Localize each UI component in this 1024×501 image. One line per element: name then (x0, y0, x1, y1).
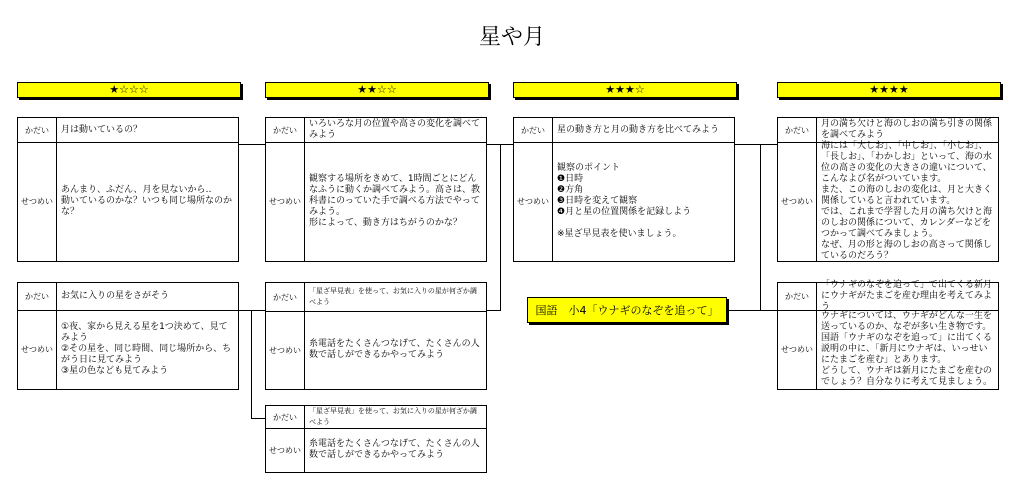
kadai-text: 「星ざ早見表」を使って、お気に入りの星が何ざか調べよう (309, 287, 477, 306)
kadai-text: お気に入りの星をさがそう (61, 291, 170, 301)
task-card-star-chart-2 (265, 405, 487, 473)
level-3-banner: ★★★☆ (513, 82, 737, 98)
setsumei-label: せつめい (18, 142, 57, 261)
setsumei-label: せつめい (266, 428, 305, 472)
connector-line (735, 144, 777, 145)
kadai-text: 月の満ち欠けと海のしおの満ち引きの関係を調べてみよう (821, 119, 993, 140)
level-1-banner: ★☆☆☆ (17, 82, 241, 98)
kadai-text: 月は動いているの？ (61, 124, 143, 135)
connector-line (725, 310, 777, 311)
japanese-lesson-note: 国語 小4「ウナギのなぞを追って」 (527, 297, 727, 323)
connector-line (760, 144, 761, 310)
task-card-moon-position (265, 117, 487, 262)
kadai-label: かだい (266, 406, 305, 428)
connector-line (239, 144, 265, 145)
setsumei-label: せつめい (778, 310, 817, 389)
setsumei-label: せつめい (514, 142, 553, 261)
setsumei-text: ウナギについては、ウナギがどんな一生を送っているのか、なぞが多い生き物です。国語「ウナギのなぞを追って」に出てくる説明の中に、「新月にウナギは、いっせいにたまごを産む」とあります。 どうして、ウナギは新月にたまごを産むのでしょう？自分なりに考えて見ましょう。 (821, 311, 993, 387)
task-card-moon-tide (777, 117, 999, 262)
connector-line (239, 310, 251, 311)
task-card-star-vs-moon (513, 117, 735, 262)
kadai-text: 星の動き方と月の動き方を比べてみよう (557, 124, 720, 135)
kadai-label: かだい (18, 283, 57, 310)
kadai-label: かだい (778, 283, 817, 310)
kadai-label: かだい (778, 118, 817, 142)
connector-line (251, 310, 265, 311)
connector-line (251, 310, 252, 418)
kadai-label: かだい (514, 118, 553, 142)
task-card-moon-moving (17, 117, 239, 262)
level-2-banner: ★★☆☆ (265, 82, 489, 98)
connector-line (251, 418, 265, 419)
setsumei-text: 観察する場所をきめて、1時間ごとにどんなふうに動くか調べてみよう。高さは、教科書にのっていた手で調べる方法でやってみよう。 形によって、動き方はちがうのかな？ (309, 174, 481, 228)
page-title: 星や月 (478, 25, 545, 50)
setsumei-label: せつめい (18, 310, 57, 389)
task-card-eel (777, 282, 999, 390)
setsumei-text: ①夜、家から見える星を1つ決めて、見てみよう ②その星を、同じ時間、同じ場所から、ちがう日に見てみよう ③星の色なども見てみよう (61, 322, 232, 376)
setsumei-label: せつめい (266, 311, 305, 389)
setsumei-label: せつめい (778, 142, 817, 261)
setsumei-text: 海には「大しお」、「中しお」、「小しお」、「長しお」、「わかしお」といって、海の水位の高さの変化の大きさの違いについて、こんなよび名がついています。 また、この海のしおの変化は、月と大きく関係していると言われています。 では、これまで学習した月の満ち欠けと海のしおの関係について、カレンダーなどをつかって調べてみましょう。 なぜ、月の形と海のしおの高さって関係しているのだろう？ (821, 141, 993, 261)
setsumei-text: 糸電話をたくさんつなげて、たくさんの人数で話しができるかやってみよう (309, 339, 480, 360)
kadai-text: 「ウナギのなぞを追って」で出てくる新月にウナギがたまごを産む理由を考えてみよう (821, 280, 993, 312)
level-4-banner: ★★★★ (777, 82, 1001, 98)
setsumei-text: 糸電話をたくさんつなげて、たくさんの人数で話しができるかやってみよう (309, 439, 480, 460)
kadai-text: いろいろな月の位置や高さの変化を調べてみよう (309, 119, 481, 140)
connector-line (500, 144, 501, 310)
setsumei-label: せつめい (266, 142, 305, 261)
setsumei-text: 観察のポイント ❶日時 ❷方角 ❸日時を変えて観察 ❹月と星の位置関係を記録しよう ※星ざ早見表を使いましょう。 (557, 163, 692, 239)
task-card-star-chart-1 (265, 282, 487, 390)
setsumei-text: あんまり、ふだん、月を見ないから‥ 動いているのかな？いつも同じ場所なのかな？ (61, 185, 233, 217)
task-card-favorite-star (17, 282, 239, 390)
kadai-label: かだい (18, 118, 57, 142)
kadai-label: かだい (266, 118, 305, 142)
kadai-label: かだい (266, 283, 305, 311)
connector-line (487, 310, 501, 311)
kadai-text: 「星ざ早見表」を使って、お気に入りの星が何ざか調べよう (309, 407, 477, 426)
